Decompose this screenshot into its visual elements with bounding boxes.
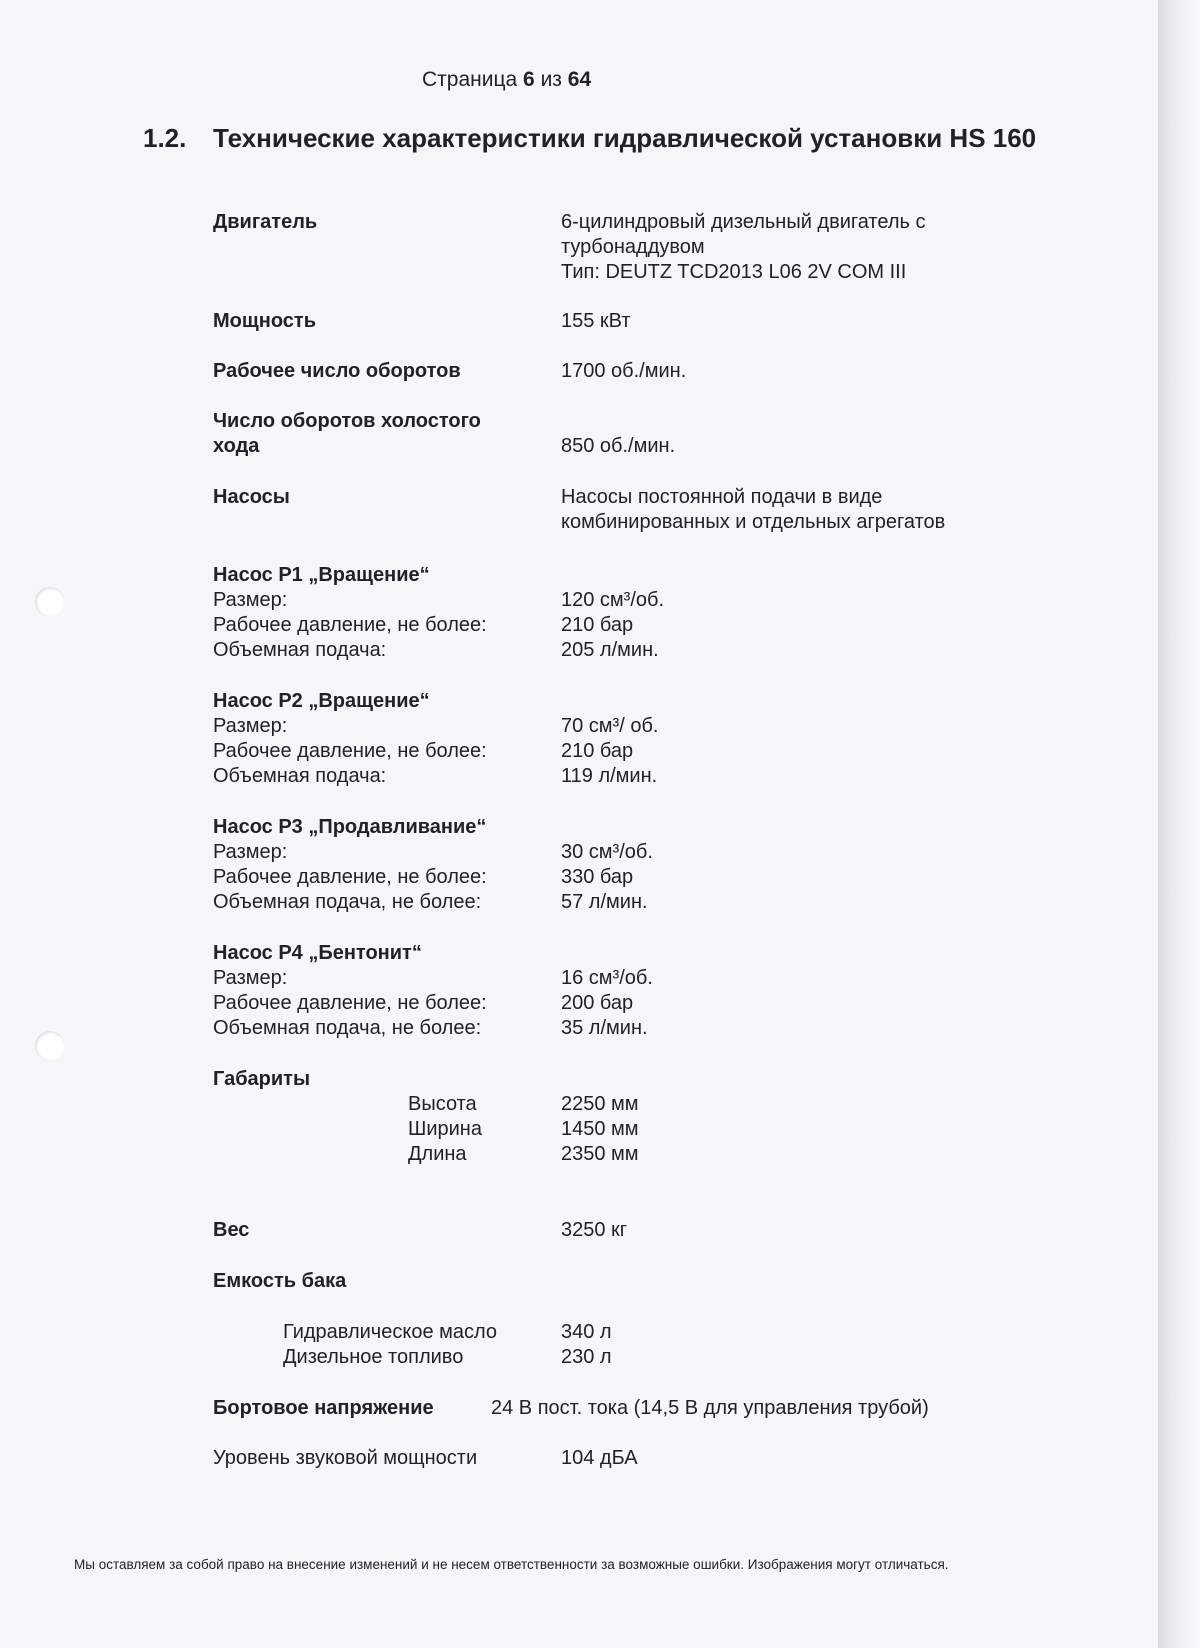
page-of: из bbox=[540, 68, 562, 91]
weight-value: 3250 кг bbox=[561, 1219, 628, 1241]
weight-label: Вес bbox=[213, 1219, 250, 1241]
sound-label: Уровень звуковой мощности bbox=[213, 1447, 478, 1469]
section-title: Технические характеристики гидравлической установки HS 160 bbox=[213, 123, 1037, 153]
page-total: 64 bbox=[567, 68, 592, 91]
sound-value: 104 дБА bbox=[561, 1447, 638, 1469]
tank-oil-label: Гидравлическое масло bbox=[283, 1321, 498, 1343]
dimensions-height-value: 2250 мм bbox=[561, 1093, 639, 1115]
pump-p1-pressure-label: Рабочее давление, не более: bbox=[213, 614, 487, 636]
pumps-desc-line2: комбинированных и отдельных агрегатов bbox=[561, 511, 946, 533]
dimensions-length-label: Длина bbox=[408, 1143, 467, 1165]
pump-p3-title: Насос P3 „Продавливание“ bbox=[213, 816, 487, 838]
engine-type: Тип: DEUTZ TCD2013 L06 2V COM III bbox=[561, 261, 907, 283]
scan-page-edge bbox=[1158, 0, 1200, 1648]
tank-fuel-label: Дизельное топливо bbox=[283, 1346, 464, 1368]
tank-fuel-value: 230 л bbox=[561, 1346, 612, 1368]
pump-p1-size-value: 120 см³/об. bbox=[561, 589, 665, 611]
idle-rpm-label-line2: хода bbox=[213, 435, 260, 457]
working-rpm-value: 1700 об./мин. bbox=[561, 360, 687, 382]
pump-p3-pressure-value: 330 бар bbox=[561, 866, 634, 888]
engine-desc-line2: турбонаддувом bbox=[561, 236, 705, 258]
engine-desc-line1: 6-цилиндровый дизельный двигатель с bbox=[561, 211, 926, 233]
pump-p2-size-label: Размер: bbox=[213, 715, 288, 737]
punch-hole-bottom bbox=[35, 1031, 65, 1061]
dimensions-length-value: 2350 мм bbox=[561, 1143, 639, 1165]
pump-p1-size-label: Размер: bbox=[213, 589, 288, 611]
page-label: Страница bbox=[422, 68, 518, 91]
pump-p4-pressure-value: 200 бар bbox=[561, 992, 634, 1014]
pump-p1-flow-value: 205 л/мин. bbox=[561, 639, 659, 661]
pump-p2-pressure-label: Рабочее давление, не более: bbox=[213, 740, 487, 762]
pump-p4-title: Насос P4 „Бентонит“ bbox=[213, 942, 422, 964]
dimensions-width-label: Ширина bbox=[408, 1118, 482, 1140]
idle-rpm-label-line1: Число оборотов холостого bbox=[213, 410, 481, 432]
voltage-label: Бортовое напряжение bbox=[213, 1397, 434, 1419]
pumps-label: Насосы bbox=[213, 486, 290, 508]
punch-hole-top bbox=[35, 587, 65, 617]
pump-p2-flow-value: 119 л/мин. bbox=[561, 765, 658, 787]
pump-p4-pressure-label: Рабочее давление, не более: bbox=[213, 992, 487, 1014]
dimensions-width-value: 1450 мм bbox=[561, 1118, 639, 1140]
pump-p2-flow-label: Объемная подача: bbox=[213, 765, 387, 787]
idle-rpm-value: 850 об./мин. bbox=[561, 435, 676, 457]
pump-p3-flow-label: Объемная подача, не более: bbox=[213, 891, 482, 913]
pump-p1-pressure-value: 210 бар bbox=[561, 614, 634, 636]
engine-label: Двигатель bbox=[213, 211, 318, 233]
pump-p3-size-label: Размер: bbox=[213, 841, 288, 863]
dimensions-height-label: Высота bbox=[408, 1093, 477, 1115]
pump-p2-size-value: 70 см³/ об. bbox=[561, 715, 659, 737]
pump-p4-size-label: Размер: bbox=[213, 967, 288, 989]
section-heading bbox=[143, 123, 1036, 154]
pump-p3-pressure-label: Рабочее давление, не более: bbox=[213, 866, 487, 888]
tank-oil-value: 340 л bbox=[561, 1321, 612, 1343]
tank-label: Емкость бака bbox=[213, 1270, 347, 1292]
page-current: 6 bbox=[523, 68, 535, 91]
pump-p4-flow-label: Объемная подача, не более: bbox=[213, 1017, 482, 1039]
working-rpm-label: Рабочее число оборотов bbox=[213, 360, 461, 382]
dimensions-label: Габариты bbox=[213, 1068, 311, 1090]
pump-p3-size-value: 30 см³/об. bbox=[561, 841, 653, 863]
pump-p1-flow-label: Объемная подача: bbox=[213, 639, 387, 661]
footer-disclaimer: Мы оставляем за собой право на внесение изменений и не несем ответственности за возможные ошибки. Изображения могут отличаться. bbox=[74, 1557, 949, 1572]
pump-p2-title: Насос P2 „Вращение“ bbox=[213, 690, 430, 712]
power-value: 155 кВт bbox=[561, 310, 631, 332]
page-number bbox=[422, 68, 591, 92]
pump-p4-flow-value: 35 л/мин. bbox=[561, 1017, 648, 1039]
pump-p1-title: Насос P1 „Вращение“ bbox=[213, 564, 430, 586]
pump-p2-pressure-value: 210 бар bbox=[561, 740, 634, 762]
section-number: 1.2. bbox=[143, 123, 187, 153]
pump-p3-flow-value: 57 л/мин. bbox=[561, 891, 648, 913]
voltage-value: 24 В пост. тока (14,5 В для управления трубой) bbox=[491, 1397, 929, 1419]
pump-p4-size-value: 16 см³/об. bbox=[561, 967, 653, 989]
power-label: Мощность bbox=[213, 310, 316, 332]
pumps-desc-line1: Насосы постоянной подачи в виде bbox=[561, 486, 883, 508]
